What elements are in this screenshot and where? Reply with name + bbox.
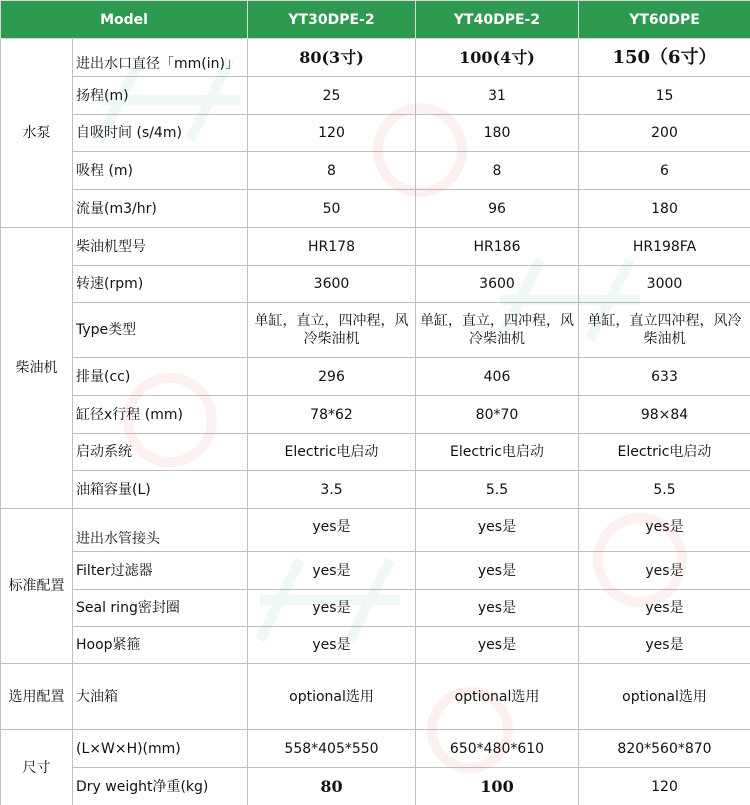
row-value: Electric电启动 (416, 434, 579, 471)
row-value: Electric电启动 (579, 434, 750, 471)
row-value: yes是 (248, 509, 416, 552)
row-value: 80*70 (416, 396, 579, 434)
row-value: yes是 (248, 590, 416, 627)
category-engine: 柴油机 (1, 228, 73, 509)
row-value: yes是 (248, 552, 416, 590)
row-label: 进出水管接头 (73, 509, 248, 552)
row-value: optional选用 (248, 664, 416, 730)
model-header-1: YT30DPE-2 (248, 1, 416, 39)
header-row (1, 1, 750, 39)
row-value: 296 (248, 358, 416, 396)
model-header: Model (1, 1, 248, 39)
row-value: 8 (416, 152, 579, 190)
row-value: 25 (248, 77, 416, 115)
row-value: 200 (579, 115, 750, 152)
category-pump: 水泵 (1, 39, 73, 228)
row-label: 油箱容量(L) (73, 471, 248, 509)
row-value: HR186 (416, 228, 579, 266)
row-value: yes是 (248, 627, 416, 664)
row-value: yes是 (579, 552, 750, 590)
row-value: 406 (416, 358, 579, 396)
row-value: 80 (248, 768, 416, 805)
category-dimensions: 尺寸 (1, 730, 73, 805)
row-value: 3000 (579, 266, 750, 303)
model-header-2: YT40DPE-2 (416, 1, 579, 39)
row-value: 633 (579, 358, 750, 396)
row-value: 50 (248, 190, 416, 228)
row-value: yes是 (416, 627, 579, 664)
row-value: 5.5 (416, 471, 579, 509)
table-row (1, 115, 750, 152)
row-value: 100 (416, 768, 579, 805)
row-value: 150（6寸） (579, 39, 750, 77)
table-row (1, 509, 750, 552)
row-value: 96 (416, 190, 579, 228)
row-label: 自吸时间 (s/4m) (73, 115, 248, 152)
row-value: 5.5 (579, 471, 750, 509)
row-value: 6 (579, 152, 750, 190)
row-value: yes是 (579, 627, 750, 664)
row-label: 扬程(m) (73, 77, 248, 115)
row-label: Hoop紧箍 (73, 627, 248, 664)
row-label: Dry weight净重(kg) (73, 768, 248, 805)
row-value: 180 (416, 115, 579, 152)
row-value: 650*480*610 (416, 730, 579, 768)
row-value: 820*560*870 (579, 730, 750, 768)
row-value: 3600 (248, 266, 416, 303)
row-value: HR198FA (579, 228, 750, 266)
row-value: 3.5 (248, 471, 416, 509)
row-value: HR178 (248, 228, 416, 266)
row-value: optional选用 (416, 664, 579, 730)
row-value: 558*405*550 (248, 730, 416, 768)
row-label: Filter过滤器 (73, 552, 248, 590)
table-row (1, 266, 750, 303)
table-row (1, 552, 750, 590)
row-label: 排量(cc) (73, 358, 248, 396)
row-value: 78*62 (248, 396, 416, 434)
row-label: 吸程 (m) (73, 152, 248, 190)
row-label: Type类型 (73, 303, 248, 358)
row-label: 大油箱 (73, 664, 248, 730)
table-row (1, 730, 750, 768)
row-value: 单缸，直立，四冲程，风冷柴油机 (416, 303, 579, 358)
row-value: 98×84 (579, 396, 750, 434)
table-row (1, 152, 750, 190)
row-value: 8 (248, 152, 416, 190)
row-value: 120 (579, 768, 750, 805)
row-label: 启动系统 (73, 434, 248, 471)
row-label: Seal ring密封圈 (73, 590, 248, 627)
table-row (1, 358, 750, 396)
row-value: optional选用 (579, 664, 750, 730)
row-value: 80(3寸) (248, 39, 416, 77)
row-value: yes是 (579, 590, 750, 627)
table-row (1, 471, 750, 509)
row-value: Electric电启动 (248, 434, 416, 471)
row-label: 柴油机型号 (73, 228, 248, 266)
row-value: yes是 (579, 509, 750, 552)
table-row (1, 396, 750, 434)
row-value: 180 (579, 190, 750, 228)
table-row (1, 228, 750, 266)
table-row (1, 664, 750, 730)
row-value: yes是 (416, 590, 579, 627)
table-row (1, 303, 750, 358)
row-value: 单缸，直立四冲程，风冷柴油机 (579, 303, 750, 358)
row-label: 进出水口直径「mm(in)」 (73, 39, 248, 77)
row-label: 流量(m3/hr) (73, 190, 248, 228)
row-value: 120 (248, 115, 416, 152)
category-standard: 标准配置 (1, 509, 73, 664)
table-row (1, 627, 750, 664)
row-value: yes是 (416, 509, 579, 552)
row-label: 缸径x行程 (mm) (73, 396, 248, 434)
row-value: 31 (416, 77, 579, 115)
row-label: 转速(rpm) (73, 266, 248, 303)
table-row (1, 39, 750, 77)
row-value: 100(4寸) (416, 39, 579, 77)
category-optional: 选用配置 (1, 664, 73, 730)
row-value: 15 (579, 77, 750, 115)
row-label: (L×W×H)(mm) (73, 730, 248, 768)
table-row (1, 768, 750, 805)
row-value: 单缸，直立，四冲程，风冷柴油机 (248, 303, 416, 358)
row-value: yes是 (416, 552, 579, 590)
model-header-3: YT60DPE (579, 1, 750, 39)
table-row (1, 77, 750, 115)
row-value: 3600 (416, 266, 579, 303)
table-row (1, 434, 750, 471)
table-row (1, 590, 750, 627)
table-row (1, 190, 750, 228)
